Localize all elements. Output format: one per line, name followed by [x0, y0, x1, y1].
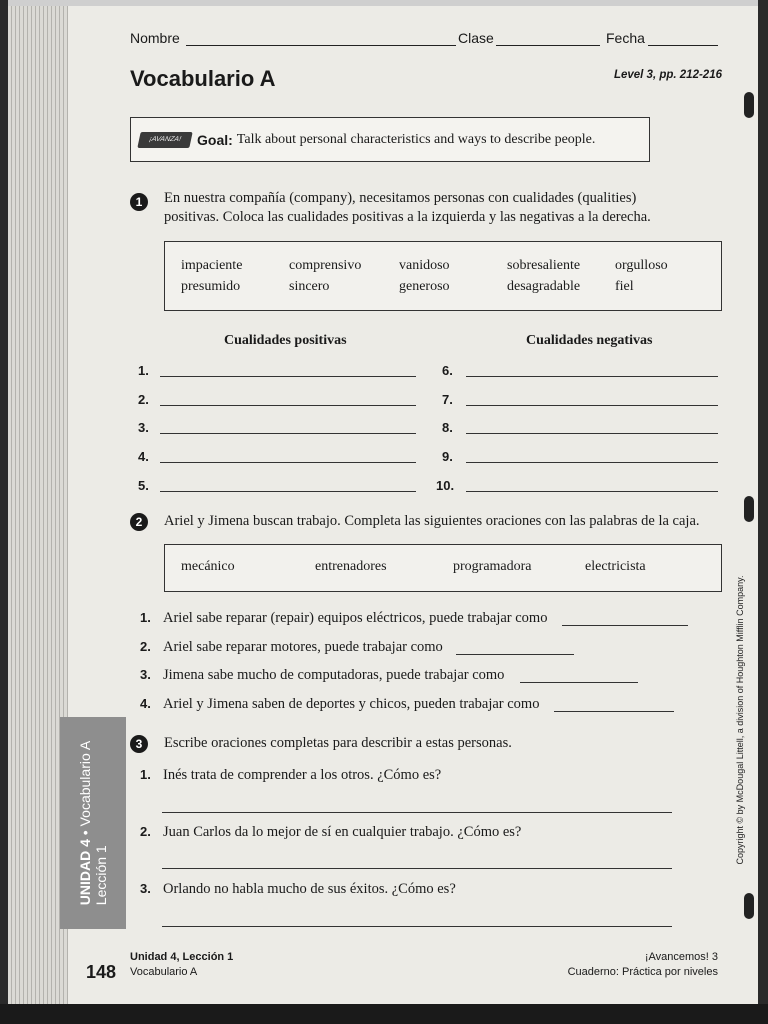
fill-in-sentence	[140, 696, 539, 713]
clase-line[interactable]	[496, 45, 600, 46]
fill-in-sentence	[140, 667, 504, 684]
activity-2-badge: 2	[130, 513, 148, 531]
word-box-item: programadora	[453, 559, 532, 574]
answer-number: 3.	[138, 420, 149, 435]
word-box-item: desagradable	[507, 279, 581, 294]
answer-line[interactable]	[466, 462, 718, 463]
negative-column-heading: Cualidades negativas	[526, 333, 653, 348]
sentence-number: 3.	[140, 667, 151, 682]
fill-in-blank[interactable]	[562, 625, 688, 626]
answer-number: 6.	[442, 363, 453, 378]
answer-line[interactable]	[160, 433, 416, 434]
answer-line[interactable]	[466, 491, 718, 492]
description-question	[140, 767, 441, 784]
word-box-item: vanidoso	[399, 258, 450, 273]
answer-line[interactable]	[466, 376, 718, 377]
activity-3-badge: 3	[130, 735, 148, 753]
level-reference: Level 3, pp. 212-216	[613, 69, 722, 81]
sentence-number: 1.	[140, 767, 151, 782]
fill-in-blank[interactable]	[554, 711, 674, 712]
sentence-number: 4.	[140, 696, 151, 711]
sentence-text: Ariel y Jimena saben de deportes y chicos, pueden trabajar como	[163, 696, 540, 712]
binder-ring	[744, 92, 754, 118]
answer-line[interactable]	[160, 376, 416, 377]
sentence-text: Orlando no habla mucho de sus éxitos. ¿Cómo es?	[163, 881, 456, 897]
footer-book: ¡Avancemos! 3	[644, 951, 718, 963]
unit-label: UNIDAD 4	[77, 839, 93, 906]
activity-1-badge: 1	[130, 193, 148, 211]
answer-row	[138, 392, 728, 410]
activity-1-word-box	[164, 241, 722, 311]
fill-in-sentence	[140, 639, 443, 656]
answer-number: 1.	[138, 363, 149, 378]
positive-column-heading: Cualidades positivas	[224, 333, 347, 348]
binder-ring	[744, 893, 754, 919]
answer-number: 4.	[138, 449, 149, 464]
footer-section: Vocabulario A	[130, 966, 198, 978]
sentence-text: Ariel sabe reparar (repair) equipos eléctricos, puede trabajar como	[163, 610, 548, 626]
word-box-item: fiel	[615, 279, 634, 294]
description-question	[140, 824, 521, 841]
answer-line[interactable]	[160, 462, 416, 463]
answer-number: 10.	[436, 478, 455, 493]
word-box-item: presumido	[181, 279, 241, 294]
nombre-label: Nombre	[130, 30, 180, 46]
answer-line[interactable]	[466, 405, 718, 406]
sentence-number: 1.	[140, 610, 151, 625]
answer-row	[138, 449, 728, 467]
word-box-item: sincero	[289, 279, 330, 294]
nombre-line[interactable]	[186, 45, 456, 46]
activity-3-instruction: Escribe oraciones completas para describir a estas personas.	[164, 735, 512, 751]
footer-unit: Unidad 4, Lección 1	[130, 951, 234, 963]
answer-number: 2.	[138, 392, 149, 407]
fecha-label: Fecha	[606, 30, 645, 46]
activity-1-instruction	[164, 189, 651, 227]
word-box-item: electricista	[585, 559, 646, 574]
sentence-text: Ariel sabe reparar motores, puede trabajar como	[163, 639, 443, 655]
sentence-text: Juan Carlos da lo mejor de sí en cualquier trabajo. ¿Cómo es?	[163, 824, 522, 840]
answer-line[interactable]	[160, 405, 416, 406]
student-info-row	[130, 30, 730, 50]
word-box-item: impaciente	[181, 258, 243, 273]
fill-in-sentence	[140, 610, 547, 627]
copyright-notice: Copyright © by McDougal Littell, a division of Houghton Mifflin Company.	[735, 575, 745, 865]
word-box-item: generoso	[399, 279, 450, 294]
sentence-number: 2.	[140, 824, 151, 839]
bottom-edge	[0, 1004, 768, 1024]
goal-label: Goal:	[197, 131, 233, 148]
answer-line[interactable]	[160, 491, 416, 492]
unit-side-tab-label	[77, 741, 109, 905]
clase-label: Clase	[458, 30, 494, 46]
answer-row	[138, 420, 728, 438]
avanza-logo: ¡AVANZA!	[137, 132, 192, 148]
activity-1-instruction-line2: positivas. Coloca las cualidades positivas a la izquierda y las negativas a la derecha.	[164, 209, 651, 225]
goal-box	[130, 117, 650, 162]
sentence-number: 2.	[140, 639, 151, 654]
answer-row	[138, 478, 728, 496]
footer-right	[568, 950, 718, 980]
answer-line[interactable]	[162, 812, 672, 813]
footer-workbook: Cuaderno: Práctica por niveles	[567, 966, 718, 978]
answer-number: 9.	[442, 449, 453, 464]
description-question	[140, 881, 456, 898]
answer-number: 5.	[138, 478, 149, 493]
fill-in-blank[interactable]	[456, 654, 574, 655]
binder-ring	[744, 496, 754, 522]
answer-line[interactable]	[162, 868, 672, 869]
sentence-number: 3.	[140, 881, 151, 896]
activity-2-instruction: Ariel y Jimena buscan trabajo. Completa las siguientes oraciones con las palabras de la caja.	[164, 513, 700, 529]
lesson-label: Lección 1	[93, 845, 109, 906]
activity-2-word-box	[164, 544, 722, 592]
word-box-item: comprensivo	[289, 258, 362, 273]
answer-number: 7.	[442, 392, 453, 407]
page-stack-edges	[8, 6, 68, 1010]
activity-1-instruction-line1: En nuestra compañía (company), necesitamos personas con cualidades (qualities)	[164, 190, 637, 206]
page-title: Vocabulario A	[130, 66, 276, 91]
word-box-item: orgulloso	[615, 258, 668, 273]
goal-text: Talk about personal characteristics and ways to describe people.	[236, 131, 596, 147]
footer-left	[130, 950, 233, 980]
answer-line[interactable]	[162, 926, 672, 927]
answer-line[interactable]	[466, 433, 718, 434]
word-box-item: sobresaliente	[507, 258, 581, 273]
word-box-item: entrenadores	[315, 559, 387, 574]
sentence-text: Inés trata de comprender a los otros. ¿Cómo es?	[163, 767, 442, 783]
fill-in-blank[interactable]	[520, 682, 638, 683]
unit-separator: •	[77, 826, 93, 840]
fecha-line[interactable]	[648, 45, 718, 46]
answer-row	[138, 363, 728, 381]
sentence-text: Jimena sabe mucho de computadoras, puede trabajar como	[163, 667, 505, 683]
word-box-item: mecánico	[181, 559, 235, 574]
answer-number: 8.	[442, 420, 453, 435]
section-label: Vocabulario A	[77, 740, 93, 827]
page-number: 148	[86, 962, 117, 982]
